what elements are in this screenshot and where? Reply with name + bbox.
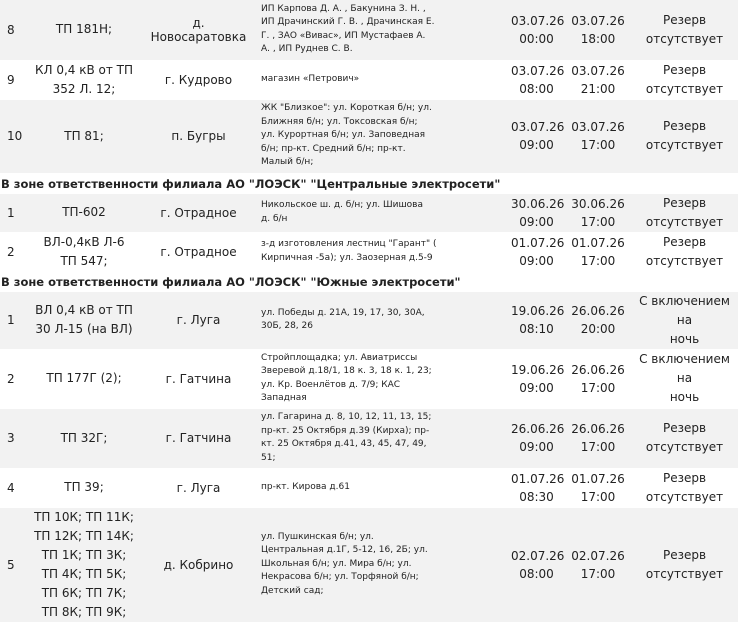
- end-datetime-cell-line: 17:00: [580, 380, 616, 395]
- address-cell-line: ул. Курортная б/н; ул. Заповедная: [261, 130, 426, 141]
- end-datetime-cell: [565, 507, 631, 622]
- row-number: 2: [0, 349, 28, 408]
- address-cell-line: ул. Кр. Военлётов д. 7/9; КАС: [261, 379, 401, 390]
- substation-cell-line: ТП 12К; ТП 14К;: [34, 528, 134, 543]
- start-datetime-cell: [508, 408, 565, 468]
- substation-cell-line: ТП 10К; ТП 11К;: [34, 509, 134, 524]
- address-cell-line: Кирпичная -5а); ул. Заозерная д.5-9: [261, 252, 433, 263]
- table-row: [0, 349, 738, 408]
- locality-cell: г. Отрадное: [140, 194, 257, 233]
- start-datetime-cell: [508, 232, 565, 271]
- note-cell: [631, 349, 738, 408]
- address-cell-line: д. б/н: [261, 213, 288, 224]
- end-datetime-cell: [565, 60, 631, 99]
- locality-cell: г. Отрадное: [140, 232, 257, 271]
- locality-cell: д. Новосаратовка: [140, 0, 257, 60]
- address-cell-line: Школьная б/н; ул. Мира б/н; ул.: [261, 558, 412, 569]
- address-cell-line: б/н; пр-кт. Средний б/н; пр-кт.: [261, 143, 406, 154]
- substation-cell-line: ТП-602: [62, 205, 106, 219]
- start-datetime-cell-line: 09:00: [519, 138, 554, 152]
- address-cell-line: Ближняя б/н; ул. Токсовская б/н;: [261, 116, 418, 127]
- address-cell: [257, 408, 508, 468]
- start-datetime-cell: [508, 507, 565, 622]
- end-datetime-cell-line: 03.07.26: [571, 63, 625, 78]
- start-datetime-cell: [508, 0, 565, 60]
- note-cell-line: отсутствует: [645, 81, 724, 96]
- substation-cell: [28, 232, 140, 271]
- end-datetime-cell-line: 21:00: [580, 81, 616, 96]
- note-cell: [631, 408, 738, 468]
- table-row: [0, 232, 738, 271]
- end-datetime-cell: [565, 349, 631, 408]
- start-datetime-cell: [508, 99, 565, 173]
- end-datetime-cell-line: 17:00: [580, 214, 616, 229]
- address-cell-line: з-д изготовления лестниц "Гарант" (: [261, 239, 437, 249]
- note-cell-line: Резерв: [662, 421, 707, 435]
- substation-cell: [28, 194, 140, 233]
- note-cell-line: Резерв: [662, 195, 707, 210]
- locality-cell: г. Кудрово: [140, 60, 257, 99]
- address-cell-line: ул. Пушкинская б/н; ул.: [261, 531, 374, 542]
- table-row: [0, 468, 738, 507]
- note-cell: [631, 232, 738, 271]
- table-row: [0, 408, 738, 468]
- start-datetime-cell: [508, 349, 565, 408]
- table-row: [0, 99, 738, 173]
- row-number: 4: [0, 468, 28, 507]
- locality-cell: г. Луга: [140, 292, 257, 350]
- locality-cell: г. Гатчина: [140, 349, 257, 408]
- address-cell-line: кт. 25 Октября д.41, 43, 45, 47, 49,: [261, 439, 427, 449]
- table-row: [0, 194, 738, 233]
- end-datetime-cell-line: 17:00: [580, 138, 616, 152]
- address-cell: [257, 0, 508, 60]
- start-datetime-cell: [508, 468, 565, 507]
- start-datetime-cell-line: 02.07.26: [511, 548, 565, 563]
- table-row: [0, 507, 738, 622]
- substation-cell-line: КЛ 0,4 кВ от ТП: [34, 62, 134, 77]
- address-cell-line: Некрасова б/н; ул. Торфяной б/н;: [261, 572, 419, 583]
- end-datetime-cell-line: 26.06.26: [571, 304, 625, 318]
- note-cell: [631, 468, 738, 507]
- address-cell-line: ул. Победы д. 21А, 19, 17, 30, 30А,: [261, 307, 425, 318]
- substation-cell-line: ТП 32Г;: [60, 430, 108, 445]
- start-datetime-cell-line: 08:00: [519, 81, 554, 96]
- end-datetime-cell: [565, 99, 631, 173]
- address-cell-line: Никольское ш. д. б/н; ул. Шишова: [261, 200, 423, 210]
- address-cell-line: ИП Карпова Д. А. , Бакунина З. Н. ,: [261, 3, 426, 14]
- start-datetime-cell-line: 03.07.26: [511, 120, 565, 134]
- row-number: 1: [0, 292, 28, 350]
- start-datetime-cell-line: 19.06.26: [511, 362, 565, 377]
- start-datetime-cell-line: 19.06.26: [511, 304, 565, 318]
- locality-cell: д. Кобрино: [140, 507, 257, 622]
- end-datetime-cell-line: 02.07.26: [571, 548, 625, 563]
- table-row: [0, 60, 738, 99]
- start-datetime-cell-line: 09:00: [519, 253, 554, 268]
- start-datetime-cell-line: 01.07.26: [511, 471, 565, 486]
- address-cell-line: 30Б, 28, 26: [261, 321, 313, 331]
- section-header-central: [0, 173, 738, 194]
- end-datetime-cell-line: 26.06.26: [571, 362, 625, 377]
- note-cell-line: Резерв: [662, 234, 707, 249]
- address-cell-line: Центральная д.1Г, 5-12, 16, 2Б; ул.: [261, 545, 428, 556]
- row-number: 9: [0, 60, 28, 99]
- substation-cell-line: ТП 4К; ТП 5К;: [41, 566, 127, 581]
- note-cell-line: ночь: [669, 390, 700, 404]
- row-number: 1: [0, 194, 28, 233]
- address-cell-line: ЖК "Близкое": ул. Короткая б/н; ул.: [261, 103, 432, 114]
- start-datetime-cell-line: 26.06.26: [511, 422, 565, 436]
- note-cell: [631, 507, 738, 622]
- address-cell-line: ИП Драчинский Г. В. , Драчинская Е.: [261, 17, 435, 28]
- address-cell: [257, 99, 508, 173]
- address-cell: [257, 292, 508, 350]
- end-datetime-cell: [565, 292, 631, 350]
- substation-cell-line: ТП 177Г (2);: [46, 371, 122, 385]
- end-datetime-cell: [565, 232, 631, 271]
- start-datetime-cell-line: 01.07.26: [511, 235, 565, 250]
- end-datetime-cell-line: 03.07.26: [571, 13, 625, 28]
- address-cell: [257, 60, 508, 99]
- start-datetime-cell: [508, 292, 565, 350]
- substation-cell-line: 352 Л. 12;: [52, 81, 116, 96]
- address-cell-line: ул. Гагарина д. 8, 10, 12, 11, 13, 15;: [261, 412, 432, 422]
- substation-cell-line: ТП 6К; ТП 7К;: [41, 585, 127, 600]
- note-cell-line: С включением на: [639, 352, 730, 385]
- end-datetime-cell-line: 30.06.26: [571, 196, 625, 211]
- start-datetime-cell-line: 00:00: [519, 31, 554, 46]
- note-cell: [631, 99, 738, 173]
- start-datetime-cell-line: 08:30: [519, 489, 554, 504]
- end-datetime-cell-line: 17:00: [580, 253, 616, 268]
- row-number: 2: [0, 232, 28, 271]
- row-number: 3: [0, 408, 28, 468]
- end-datetime-cell: [565, 194, 631, 233]
- substation-cell: [28, 99, 140, 173]
- address-cell-line: Западная: [261, 393, 307, 403]
- end-datetime-cell: [565, 468, 631, 507]
- note-cell-line: Резерв: [662, 470, 707, 485]
- substation-cell-line: ТП 181Н;: [55, 22, 113, 37]
- start-datetime-cell-line: 30.06.26: [511, 196, 565, 211]
- end-datetime-cell-line: 17:00: [580, 489, 616, 504]
- address-cell-line: А. , ИП Руднев С. В.: [261, 44, 353, 55]
- end-datetime-cell-line: 17:00: [580, 440, 616, 454]
- address-cell: [257, 507, 508, 622]
- note-cell-line: отсутствует: [645, 31, 724, 46]
- locality-cell: п. Бугры: [140, 99, 257, 173]
- substation-cell: [28, 349, 140, 408]
- substation-cell-line: ТП 547;: [60, 253, 108, 268]
- note-cell-line: Резерв: [662, 12, 707, 27]
- substation-cell-line: ТП 1К; ТП 3К;: [41, 547, 127, 562]
- start-datetime-cell: [508, 60, 565, 99]
- note-cell-line: Резерв: [662, 62, 707, 77]
- note-cell-line: ночь: [669, 331, 700, 346]
- start-datetime-cell-line: 09:00: [519, 380, 554, 395]
- start-datetime-cell-line: 03.07.26: [511, 13, 565, 28]
- note-cell-line: отсутствует: [645, 440, 724, 454]
- start-datetime-cell: [508, 194, 565, 233]
- address-cell: [257, 194, 508, 233]
- end-datetime-cell-line: 26.06.26: [571, 422, 625, 436]
- locality-cell: г. Луга: [140, 468, 257, 507]
- note-cell: [631, 292, 738, 350]
- table-row: [0, 0, 738, 60]
- address-cell-line: Стройплощадка; ул. Авиатриссы: [261, 352, 418, 363]
- substation-cell-line: ВЛ-0,4кВ Л-6: [43, 234, 125, 249]
- address-cell-line: Малый б/н;: [261, 157, 314, 168]
- note-cell-line: отсутствует: [645, 138, 724, 152]
- end-datetime-cell-line: 17:00: [580, 566, 616, 581]
- end-datetime-cell-line: 01.07.26: [571, 471, 625, 486]
- start-datetime-cell-line: 08:00: [519, 566, 554, 581]
- note-cell-line: Резерв: [662, 119, 707, 133]
- substation-cell: [28, 60, 140, 99]
- table-row: [0, 292, 738, 350]
- address-cell-line: Зверевой д.18/1, 18 к. 3, 18 к. 1, 23;: [261, 366, 432, 376]
- address-cell-line: Г. , ЗАО «Вивас», ИП Мустафаев А.: [261, 30, 426, 41]
- end-datetime-cell-line: 01.07.26: [571, 235, 625, 250]
- row-number: 8: [0, 0, 28, 60]
- end-datetime-cell-line: 18:00: [580, 31, 616, 46]
- note-cell-line: отсутствует: [645, 253, 724, 268]
- note-cell-line: отсутствует: [645, 489, 724, 504]
- note-cell-line: отсутствует: [645, 566, 724, 581]
- note-cell-line: С включением на: [639, 293, 730, 327]
- section-header-south: [0, 271, 738, 292]
- row-number: 10: [0, 99, 28, 173]
- section-title: В зоне ответственности филиала АО "ЛОЭСК" "Южные электросети": [0, 271, 738, 292]
- locality-cell: г. Гатчина: [140, 408, 257, 468]
- substation-cell-line: ТП 39;: [64, 480, 104, 494]
- address-cell-line: 51;: [261, 452, 276, 463]
- end-datetime-cell: [565, 408, 631, 468]
- start-datetime-cell-line: 03.07.26: [511, 63, 565, 78]
- note-cell: [631, 0, 738, 60]
- address-cell-line: пр-кт. 25 Октября д.39 (Кирха); пр-: [261, 425, 430, 436]
- note-cell-line: отсутствует: [645, 214, 724, 229]
- substation-cell: [28, 507, 140, 622]
- start-datetime-cell-line: 09:00: [519, 440, 554, 454]
- address-cell-line: Детский сад;: [261, 585, 324, 596]
- address-cell: [257, 468, 508, 507]
- end-datetime-cell-line: 20:00: [580, 322, 616, 336]
- address-cell: [257, 232, 508, 271]
- substation-cell-line: 30 Л-15 (на ВЛ): [35, 322, 133, 336]
- substation-cell: [28, 292, 140, 350]
- address-cell-line: магазин «Петрович»: [261, 73, 360, 84]
- address-cell-line: пр-кт. Кирова д.61: [261, 481, 350, 492]
- section-title: В зоне ответственности филиала АО "ЛОЭСК" "Центральные электросети": [0, 173, 738, 194]
- note-cell: [631, 194, 738, 233]
- substation-cell-line: ТП 8К; ТП 9К;: [41, 604, 127, 619]
- note-cell: [631, 60, 738, 99]
- row-number: 5: [0, 507, 28, 622]
- address-cell: [257, 349, 508, 408]
- note-cell-line: Резерв: [662, 547, 707, 562]
- substation-cell: [28, 0, 140, 60]
- substation-cell: [28, 468, 140, 507]
- end-datetime-cell: [565, 0, 631, 60]
- start-datetime-cell-line: 08:10: [519, 322, 554, 336]
- start-datetime-cell-line: 09:00: [519, 214, 554, 229]
- end-datetime-cell-line: 03.07.26: [571, 120, 625, 134]
- substation-cell: [28, 408, 140, 468]
- substation-cell-line: ТП 81;: [64, 128, 104, 143]
- substation-cell-line: ВЛ 0,4 кВ от ТП: [35, 303, 133, 317]
